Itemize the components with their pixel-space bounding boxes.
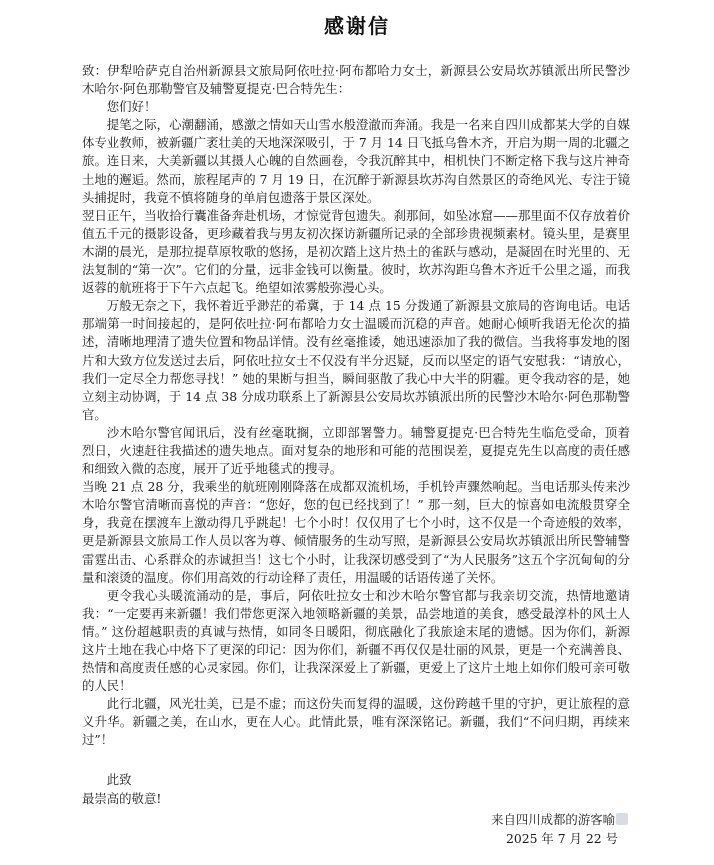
signature-from: 来自四川成都的游客喻 xyxy=(491,812,615,827)
signature-date: 2025 年 7 月 22 号 xyxy=(505,831,618,846)
paragraph-3: 万般无奈之下，我怀着近乎渺茫的希冀，于 14 点 15 分拨通了新源县文旅局的咨询电话。电话那端第一时间接起的，是阿依吐拉·阿布都哈力女士温暖而沉稳的声音。她耐心倾听我语无伦次的描述，清晰地理清了遗失位置和物品详情。没有丝毫推诿，她迅速添加了我的微信。当我将事发地的图片和大致方位发送过去后，阿依吐拉女士不仅没有半分迟疑，反而以坚定的语气安慰我：“请放心，我们一定尽全力帮您寻找！” 她的果断与担当，瞬间驱散了我心中大半的阴霾。更令我动容的是，她立刻主动协调，于 14 点 38 分成功联系上了新源县公安局坎苏镇派出所的民警沙木哈尔·阿色那勒警官。 xyxy=(82,298,630,422)
addressee: 致：伊犁哈萨克自治州新源县文旅局阿依吐拉·阿布都哈力女士，新源县公安局坎苏镇派出所民警沙木哈尔·阿色那勒警官及辅警夏提克·巴合特先生： xyxy=(82,63,630,97)
greeting: 您们好！ xyxy=(106,99,157,115)
paragraph-6: 更令我心头暖流涌动的是，事后，阿依吐拉女士和沙木哈尔警官都与我亲切交流，热情地邀请我：“一定要再来新疆！我们带您更深入地领略新疆的美景，品尝地道的美食，感受最淳朴的风土人情。” 这份超越职责的真诚与热情，如同冬日暖阳，彻底融化了我旅途末尾的遗憾。因为你们，新源这片土地在我心中烙下了更深的印记：因为你们，新疆不再仅仅是壮丽的风景，更是一个充满善良、热情和高度责任感的心灵家园。你们，让我深深爱上了新疆，更爱上了这片土地上如你们般可亲可敬的人民！ xyxy=(82,587,630,694)
closing-line-1: 此致 xyxy=(106,772,132,787)
paragraph-1: 提笔之际，心潮翻涌，感激之情如天山雪水般澄澈而奔涌。我是一名来自四川成都某大学的自媒体专业教师，被新疆广袤壮美的天地深深吸引，于 7 月 14 日飞抵乌鲁木齐，开启为期一周的北疆之旅。连日来，大美新疆以其摄人心魄的自然画卷，令我沉醉其中，相机快门不断定格下我与这片神奇土地的邂逅。然而，旅程尾声的 7 月 19 日，在沉醉于新源县坎苏沟自然景区的奇绝风光、专注于镜头捕捉时，我竟不慎将随身的单肩包遗落于景区深处。 xyxy=(82,117,630,205)
signature-block xyxy=(491,810,628,848)
redacted-name-mark xyxy=(616,813,628,825)
letter-title: 感谢信 xyxy=(324,14,390,38)
paragraph-7: 此行北疆，风光壮美，已是不虚；而这份失而复得的温暖，这份跨越千里的守护，更让旅程的意义升华。新疆之美，在山水，更在人心。此情此景，唯有深深铭记。新疆，我们“不问归期，再续来过”！ xyxy=(82,696,630,748)
closing-line-2: 最崇高的敬意! xyxy=(82,790,162,806)
letter-body xyxy=(82,62,630,750)
paragraph-5: 当晚 21 点 28 分，我乘坐的航班刚刚降落在成都双流机场，手机铃声骤然响起。当电话那头传来沙木哈尔警官清晰而喜悦的声音：“您好，您的包已经找到了！” 那一刻，巨大的惊喜如电流般贯穿全身，我竟在摆渡车上激动得几乎跳起！七个小时！仅仅用了七个小时，这不仅是一个奇迹般的效率，更是新源县文旅局工作人员以客为尊、倾情服务的生动写照，是新源县公安局坎苏镇派出所民警辅警雷霆出击、心系群众的赤诚担当！这七个小时，让我深切感受到了“为人民服务”这五个字沉甸甸的分量和滚烫的温度。你们用高效的行动诠释了责任，用温暖的话语传递了关怀。 xyxy=(82,479,630,585)
paragraph-4: 沙木哈尔警官闻讯后，没有丝毫耽搁，立即部署警力。辅警夏提克·巴合特先生临危受命，顶着烈日，火速赶往我描述的遗失地点。面对复杂的地形和可能的范围误差，夏提克先生以高度的责任感和细致入微的态度，展开了近乎地毯式的搜寻。 xyxy=(82,424,630,477)
signature-from-row xyxy=(491,810,628,829)
paragraph-2: 翌日正午，当收拾行囊准备奔赴机场，才惊觉背包遗失。刹那间，如坠冰窟——那里面不仅存放着价值五千元的摄影设备，更珍藏着我与男友初次探访新疆所记录的全部珍贵视频素材。镜头里，是赛里木湖的晨光，是那拉提草原牧歌的悠扬，是初次踏上这片热土的雀跃与感动，是凝固在时光里的、无法复制的“第一次”。它们的分量，远非金钱可以衡量。彼时，坎苏沟距乌鲁木齐近千公里之遥，而我返蓉的航班将于下午六点起飞。绝望如浓雾般弥漫心头。 xyxy=(82,207,630,296)
closing xyxy=(82,771,630,808)
